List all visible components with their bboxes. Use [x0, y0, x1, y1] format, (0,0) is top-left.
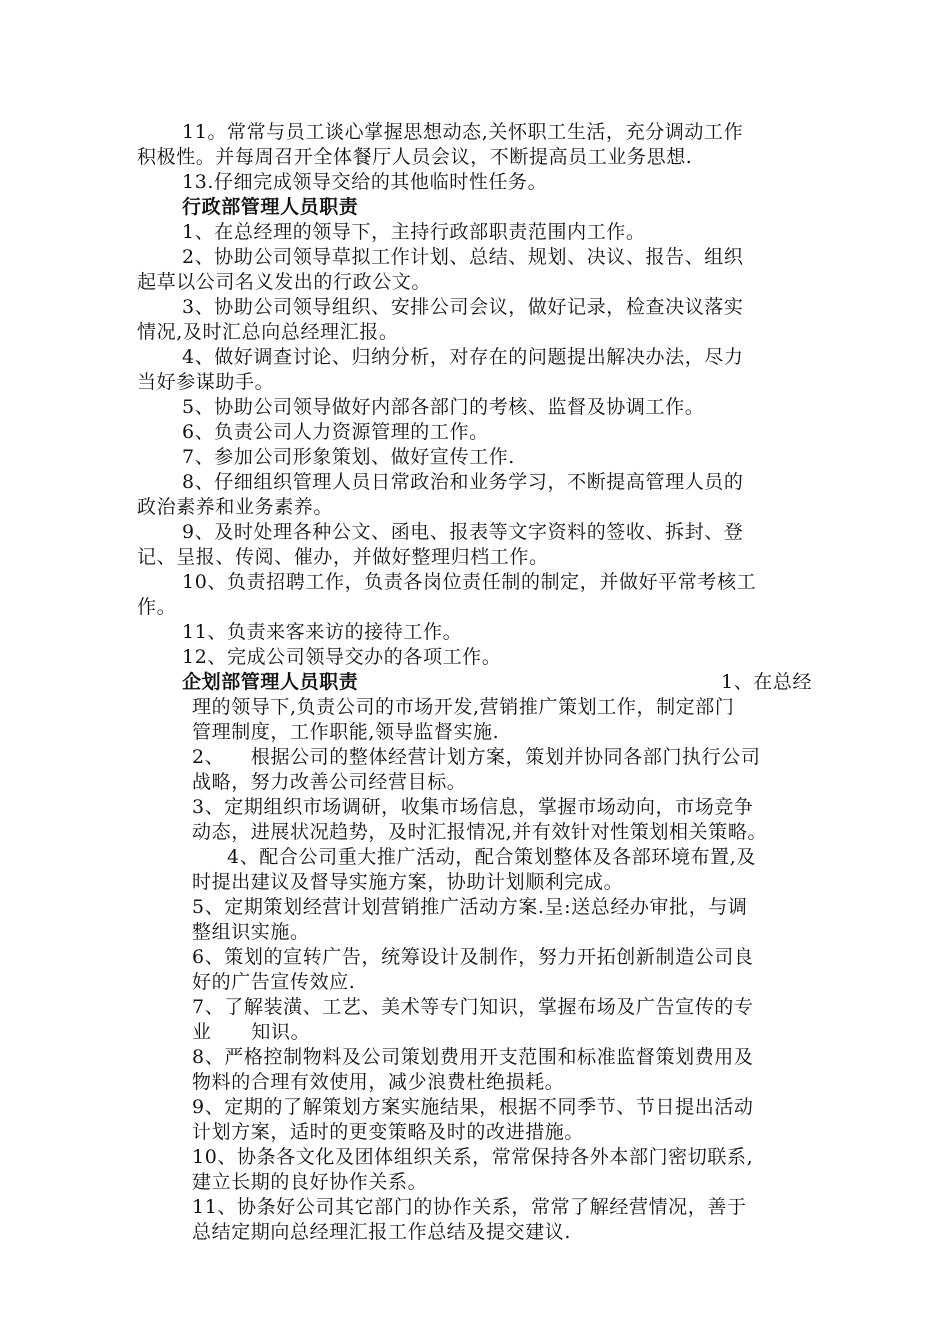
text-line: 政治素养和业务素养。: [137, 496, 334, 518]
text-line: 理的领导下,负责公司的市场开发,营销推广策划工作，制定部门: [192, 696, 735, 718]
text-line: 2、 根据公司的整体经营计划方案，策划并协同各部门执行公司: [192, 746, 761, 768]
text-line: 5、定期策划经营计划营销推广活动方案.呈:送总经办审批，与调: [192, 896, 748, 918]
text-line: 业 知识。: [192, 1021, 311, 1043]
text-line: 5、协助公司领导做好内部各部门的考核、监督及协调工作。: [182, 396, 705, 418]
text-line: 好的广告宣传效应.: [192, 971, 356, 993]
text-line: 建立长期的良好协作关系。: [192, 1171, 428, 1193]
text-line: 积极性。并每周召开全体餐厅人员会议，不断提高员工业务思想.: [137, 146, 693, 168]
text-line: 情况,及时汇总向总经理汇报。: [137, 321, 399, 343]
text-line: 6、负责公司人力资源管理的工作。: [182, 421, 489, 443]
text-line: 13.仔细完成领导交给的其他临时性任务。: [182, 171, 548, 193]
text-line: 11。常常与员工谈心掌握思想动态,关怀职工生活，充分调动工作: [182, 121, 744, 143]
text-line: 9、及时处理各种公文、函电、报表等文字资料的签收、拆封、登: [182, 521, 744, 543]
text-line: 8、严格控制物料及公司策划费用开支范围和标准监督策划费用及: [192, 1046, 754, 1068]
text-line: 9、定期的了解策划方案实施结果，根据不同季节、节日提出活动: [192, 1096, 754, 1118]
text-line: 10、负责招聘工作，负责各岗位责任制的制定，并做好平常考核工: [182, 571, 757, 593]
text-line: 12、完成公司领导交办的各项工作。: [182, 646, 502, 668]
text-line: 当好参谋助手。: [137, 371, 275, 393]
text-line: 整组识实施。: [192, 921, 310, 943]
text-line: 8、仔细组织管理人员日常政治和业务学习，不断提高管理人员的: [182, 471, 744, 493]
text-line: 11、负责来客来访的接待工作。: [182, 621, 463, 643]
text-line: 3、定期组织市场调研，收集市场信息，掌握市场动向，市场竞争: [192, 796, 754, 818]
text-line: 作。: [137, 596, 177, 618]
text-line: 6、策划的宣转广告，统筹设计及制作，努力开拓创新制造公司良: [192, 946, 754, 968]
text-line: 总结定期向总经理汇报工作总结及提交建议.: [192, 1221, 572, 1243]
text-line: 记、呈报、传阅、催办，并做好整理归档工作。: [137, 546, 549, 568]
text-line: 管理制度，工作职能,领导监督实施.: [192, 721, 500, 743]
text-line: 7、了解装潢、工艺、美术等专门知识，掌握布场及广告宣传的专: [192, 996, 754, 1018]
text-line: 战略，努力改善公司经营目标。: [192, 771, 467, 793]
text-line: 3、协助公司领导组织、安排公司会议，做好记录，检查决议落实: [182, 296, 744, 318]
text-line: 10、协条各文化及团体组织关系，常常保持各外本部门密切联系,: [192, 1146, 754, 1168]
text-line: 4、做好调查讨论、归纳分析，对存在的问题提出解决办法，尽力: [182, 346, 744, 368]
section-heading: 行政部管理人员职责: [182, 196, 359, 218]
text-line: 7、参加公司形象策划、做好宣传工作.: [182, 446, 515, 468]
text-line: 2、协助公司领导草拟工作计划、总结、规划、决议、报告、组织: [182, 246, 744, 268]
text-line: 1、在总经: [721, 671, 813, 693]
section-heading: 企划部管理人员职责: [182, 671, 359, 693]
text-line: 4、配合公司重大推广活动，配合策划整体及各部环境布置,及: [227, 846, 756, 868]
text-line: 计划方案，适时的更变策略及时的改进措施。: [192, 1121, 585, 1143]
text-line: 11、协条好公司其它部门的协作关系，常常了解经营情况，善于: [192, 1196, 747, 1218]
text-line: 起草以公司名义发出的行政公文。: [137, 271, 432, 293]
text-line: 动态，进展状况趋势，及时汇报情况,并有效针对性策划相关策略。: [192, 821, 768, 843]
text-line: 1、在总经理的领导下，主持行政部职责范围内工作。: [182, 221, 646, 243]
text-line: 物料的合理有效使用，减少浪费杜绝损耗。: [192, 1071, 565, 1093]
text-line: 时提出建议及督导实施方案，协助计划顺利完成。: [192, 871, 624, 893]
